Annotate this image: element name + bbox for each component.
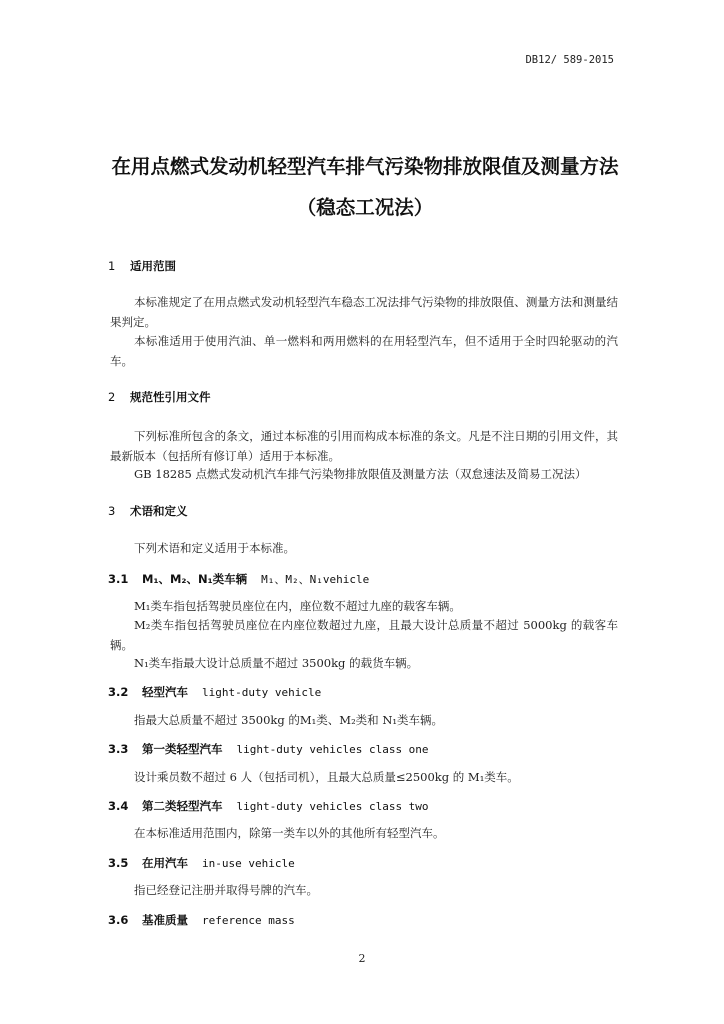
paragraph-n1-definition: N₁类车指最大设计总质量不超过 3500kg 的载货车辆。 xyxy=(134,656,419,670)
page-number: 2 xyxy=(358,952,366,965)
section-number: 3 xyxy=(108,504,116,518)
section-heading-1 xyxy=(108,258,176,274)
subsection-title: 第一类轻型汽车 xyxy=(142,742,223,756)
paragraph-light-duty-definition: 指最大总质量不超过 3500kg 的M₁类、M₂类和 N₁类车辆。 xyxy=(134,713,444,727)
subsection-title: 第二类轻型汽车 xyxy=(142,799,223,813)
section-number: 1 xyxy=(108,259,116,273)
paragraph-m1-definition: M₁类车指包括驾驶员座位在内，座位数不超过九座的载客车辆。 xyxy=(134,599,461,613)
subsection-heading-3-4 xyxy=(108,798,429,814)
subsection-number: 3.4 xyxy=(108,799,129,813)
subsection-number: 3.1 xyxy=(108,572,129,586)
subsection-english-title: reference mass xyxy=(202,914,295,927)
subsection-english-title: M₁、M₂、N₁vehicle xyxy=(261,573,370,586)
paragraph-scope-2: 本标准适用于使用汽油、单一燃料和两用燃料的在用轻型汽车，但不适用于全时四轮驱动的汽车。 xyxy=(110,334,618,368)
subsection-english-title: light-duty vehicles class two xyxy=(236,800,429,813)
document-title: 在用点燃式发动机轻型汽车排气污染物排放限值及测量方法（稳态工况法） xyxy=(111,155,619,219)
subsection-title: 基准质量 xyxy=(142,913,188,927)
document-code: DB12/ 589-2015 xyxy=(525,54,614,66)
paragraph-references-1: 下列标准所包含的条文，通过本标准的引用而构成本标准的条文。凡是不注日期的引用文件，其最新版本（包括所有修订单）适用于本标准。 xyxy=(110,429,618,463)
subsection-number: 3.6 xyxy=(108,913,129,927)
section-title: 适用范围 xyxy=(130,259,176,273)
subsection-heading-3-3 xyxy=(108,741,429,757)
paragraph-scope-1: 本标准规定了在用点燃式发动机轻型汽车稳态工况法排气污染物的排放限值、测量方法和测量结果判定。 xyxy=(110,295,618,329)
subsection-english-title: light-duty vehicle xyxy=(202,686,322,699)
section-title: 规范性引用文件 xyxy=(130,390,211,404)
subsection-number: 3.3 xyxy=(108,742,129,756)
subsection-heading-3-1 xyxy=(108,571,369,587)
paragraph-class-two-definition: 在本标准适用范围内，除第一类车以外的其他所有轻型汽车。 xyxy=(134,826,445,840)
section-heading-3 xyxy=(108,503,188,519)
subsection-heading-3-6 xyxy=(108,912,295,928)
subsection-english-title: in-use vehicle xyxy=(202,857,295,870)
subsection-heading-3-2 xyxy=(108,684,321,700)
subsection-number: 3.2 xyxy=(108,685,129,699)
paragraph-terms-intro: 下列术语和定义适用于本标准。 xyxy=(134,541,295,555)
subsection-number: 3.5 xyxy=(108,856,129,870)
paragraph-in-use-definition: 指已经登记注册并取得号牌的汽车。 xyxy=(134,883,318,897)
section-number: 2 xyxy=(108,390,116,404)
paragraph-references-2: GB 18285 点燃式发动机汽车排气污染物排放限值及测量方法（双怠速法及简易工况法） xyxy=(134,467,587,481)
paragraph-m2-definition: M₂类车指包括驾驶员座位在内座位数超过九座，且最大设计总质量不超过 5000kg 的载客车辆。 xyxy=(110,618,618,652)
subsection-english-title: light-duty vehicles class one xyxy=(236,743,429,756)
paragraph-class-one-definition: 设计乘员数不超过 6 人（包括司机），且最大总质量≤2500kg 的 M₁类车。 xyxy=(134,770,519,784)
subsection-title: 轻型汽车 xyxy=(142,685,188,699)
subsection-heading-3-5 xyxy=(108,855,295,871)
section-heading-2 xyxy=(108,389,211,405)
subsection-title: 在用汽车 xyxy=(142,856,188,870)
section-title: 术语和定义 xyxy=(130,504,188,518)
subsection-title: M₁、M₂、N₁类车辆 xyxy=(142,572,248,586)
